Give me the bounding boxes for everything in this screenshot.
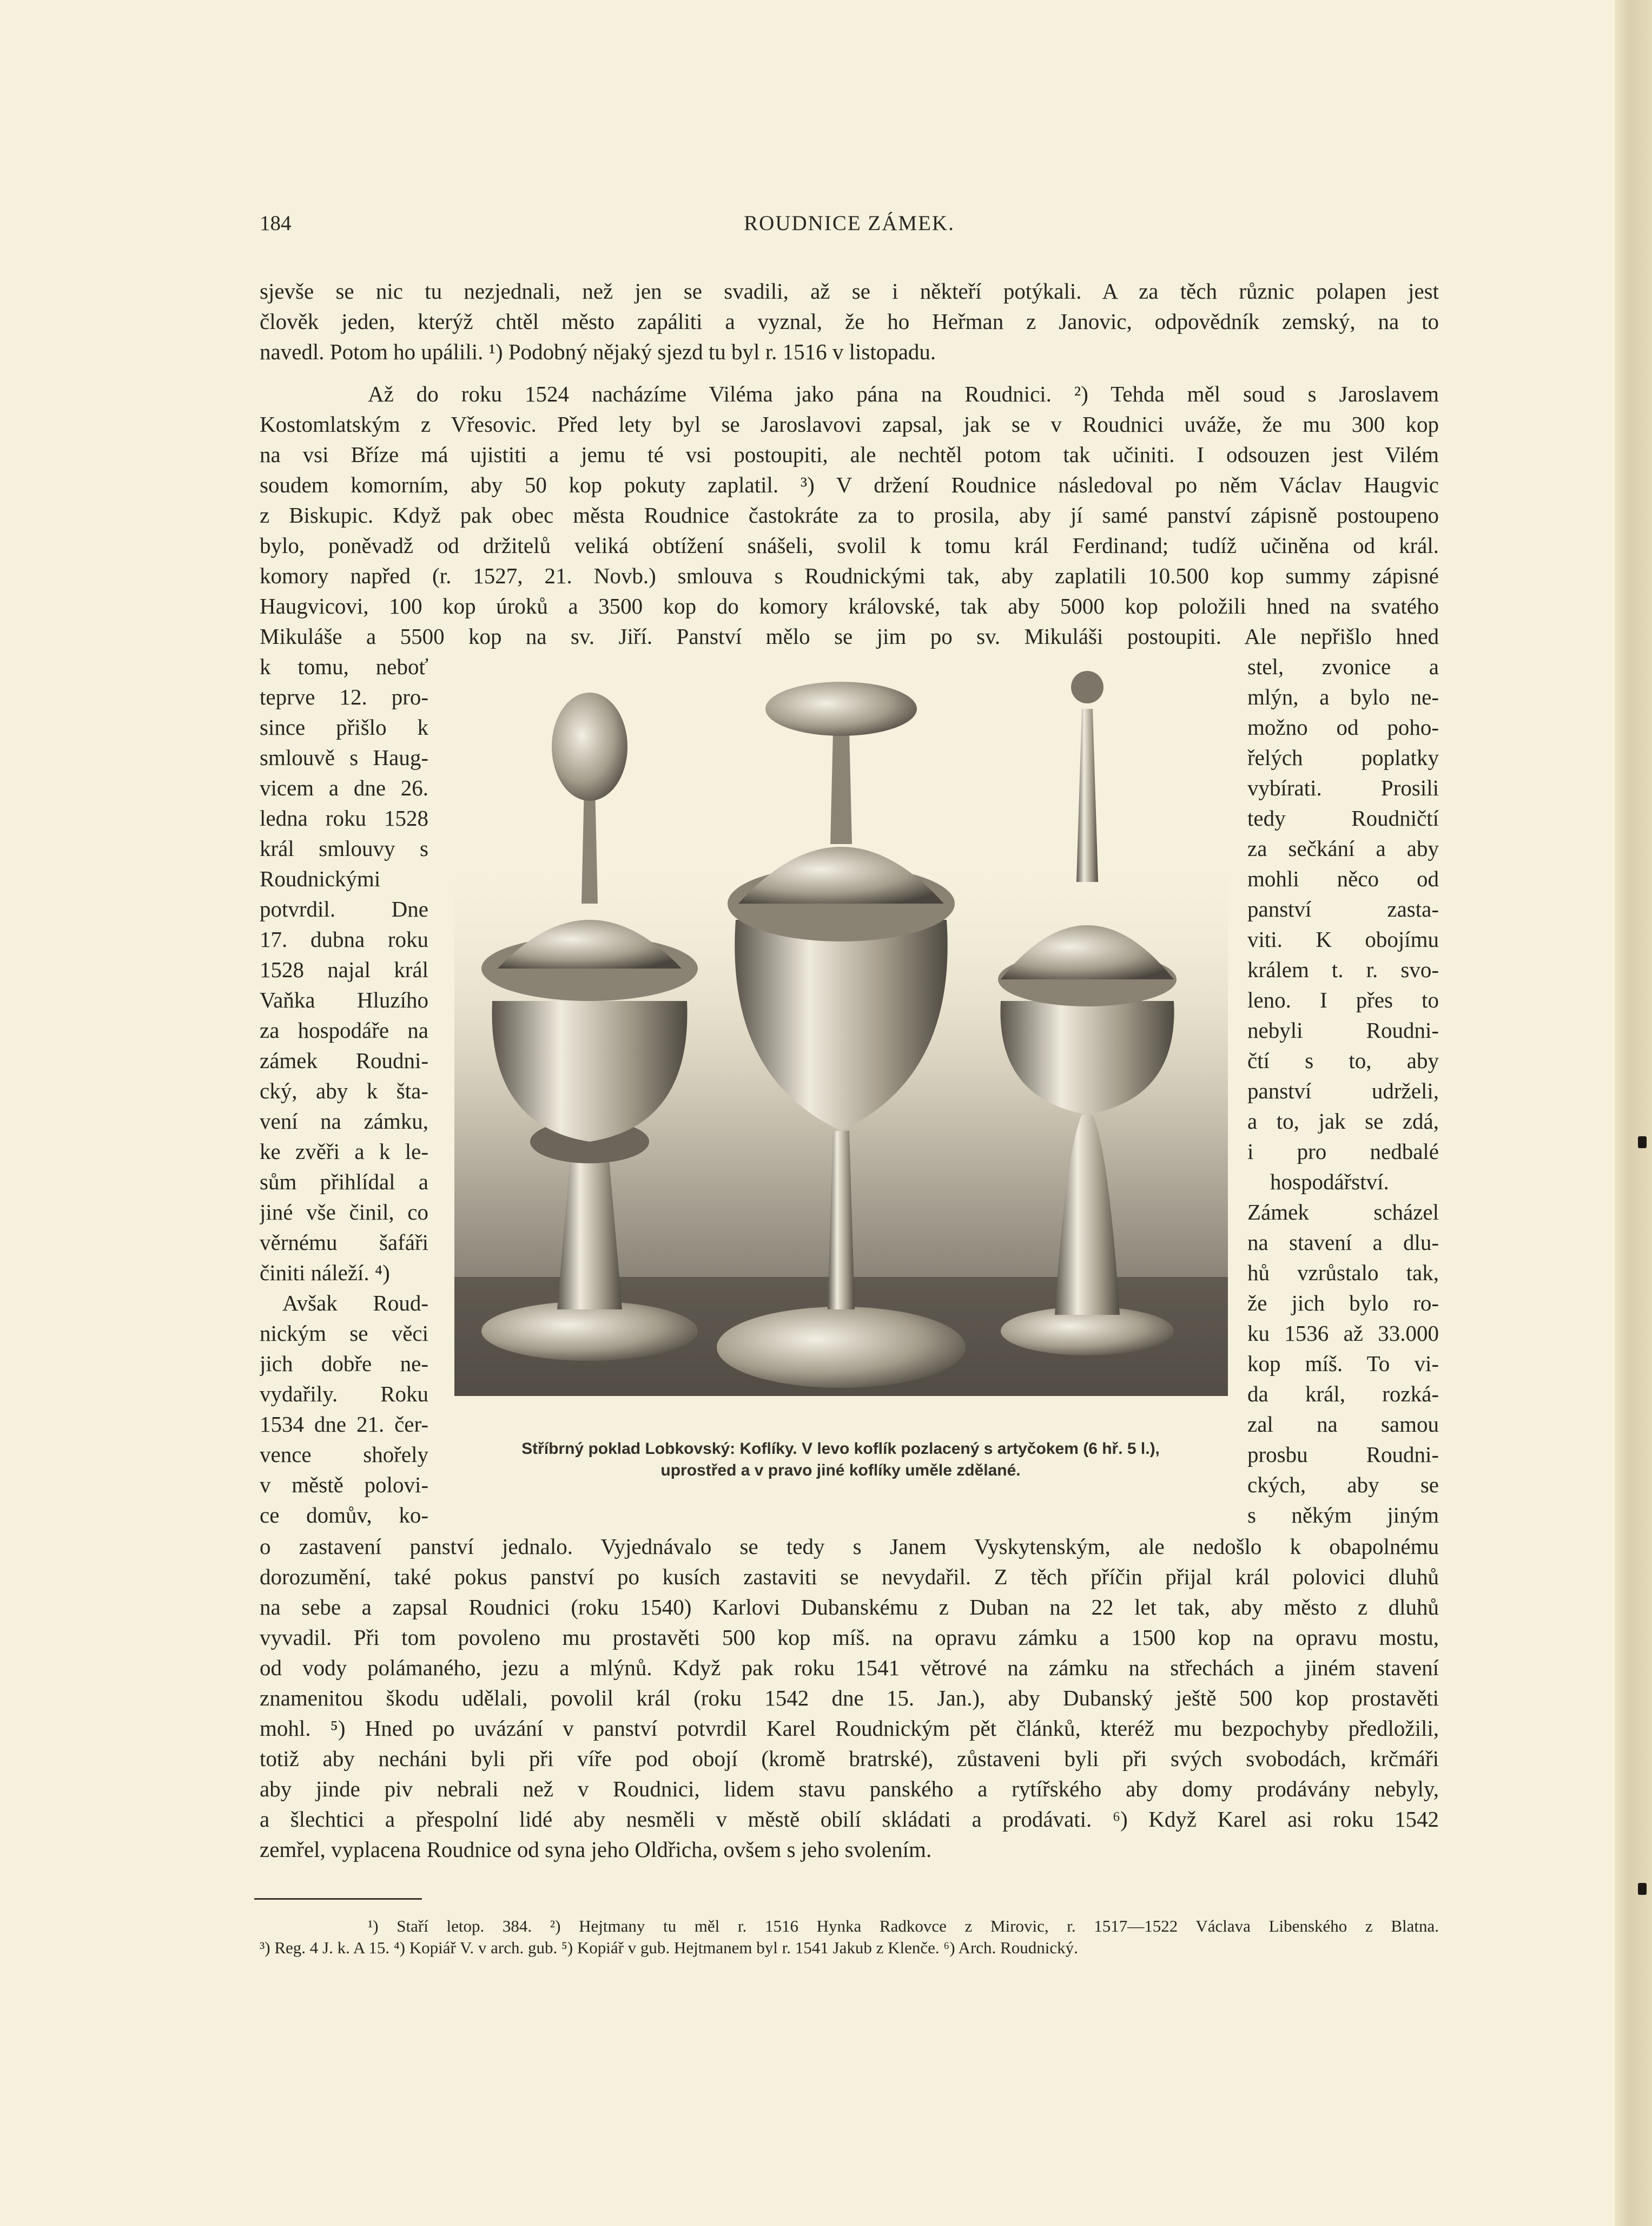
text-line: zemřel, vyplacena Roudnice od syna jeho Oldřicha, ovšem s jeho svolením. bbox=[260, 1837, 932, 1862]
text-line: since přišlo k bbox=[260, 715, 428, 740]
text-line: vicem a dne 26. bbox=[260, 775, 428, 800]
text-line: vydařily. Roku bbox=[260, 1381, 428, 1406]
text-line: král smlouvy s bbox=[260, 836, 428, 861]
text-line: Zámek scházel bbox=[1247, 1200, 1439, 1224]
text-line: da král, rozká- bbox=[1247, 1381, 1439, 1406]
silver-cups-engraving bbox=[454, 666, 1228, 1418]
text-line: mlýn, a bylo ne- bbox=[1247, 684, 1439, 709]
text-line: v městě polovi- bbox=[260, 1472, 428, 1497]
text-line: ce domův, ko- bbox=[260, 1503, 428, 1527]
text-line: vyvadil. Při tom povoleno mu prostavěti 500 kop míš. na opravu zámku a 1500 kop na opravu mostu, bbox=[260, 1625, 1439, 1650]
text-line: vybírati. Prosili bbox=[1247, 775, 1439, 800]
text-line: na sebe a zapsal Roudnici (roku 1540) Karlovi Dubanskému z Duban na 22 let tak, aby město z dluhů bbox=[260, 1595, 1439, 1619]
text-line: soudem komorním, aby 50 kop pokuty zaplatil. ³) V držení Roudnice následoval po něm Václav Haugvic bbox=[260, 472, 1439, 497]
page-number: 184 bbox=[260, 212, 292, 235]
text-line: znamenitou škodu udělali, povolil král (roku 1542 dne 15. Jan.), aby Dubanský ještě 500 kop prostavěti bbox=[260, 1685, 1439, 1710]
binding-mark-bottom bbox=[1638, 1883, 1647, 1895]
text-line: komory napřed (r. 1527, 21. Novb.) smlouva s Roudnickými tak, aby zaplatili 10.500 kop summy zápisné bbox=[260, 563, 1439, 588]
text-line: k tomu, neboť bbox=[260, 654, 428, 679]
text-line: s někým jiným bbox=[1247, 1503, 1439, 1527]
text-line: že jich bylo ro- bbox=[1247, 1290, 1439, 1315]
text-line: o zastavení panství jednalo. Vyjednávalo se tedy s Janem Vyskytenským, ale nedošlo k obapolnému bbox=[260, 1534, 1439, 1559]
text-line: mohli něco od bbox=[1247, 866, 1439, 891]
footnote-divider bbox=[254, 1898, 422, 1900]
text-line: možno od poho- bbox=[1247, 715, 1439, 740]
text-line: sům přihlídal a bbox=[260, 1169, 428, 1194]
text-line: nickým se věci bbox=[260, 1321, 428, 1346]
text-line: vení na zámku, bbox=[260, 1109, 428, 1134]
text-line: jiné vše činil, co bbox=[260, 1200, 428, 1224]
text-line: sjevše se nic tu nezjednali, než jen se svadili, až se i někteří potýkali. A za těch různic polapen jest bbox=[260, 279, 1439, 304]
text-line: řelých poplatky bbox=[1247, 745, 1439, 770]
text-line: aby jinde piv nebrali než v Roudnici, lidem stavu panského a rytířského aby domy prodávány nebyly, bbox=[260, 1776, 1439, 1801]
text-line: tedy Roudničtí bbox=[1247, 806, 1439, 831]
text-line: prosbu Roudni- bbox=[1247, 1442, 1439, 1467]
text-line: bylo, poněvadž od držitelů veliká obtížení snášeli, svolil k tomu král Ferdinand; tudíž učiněna od král. bbox=[260, 533, 1439, 558]
text-line: Až do roku 1524 nacházíme Viléma jako pána na Roudnici. ²) Tehda měl soud s Jaroslavem bbox=[368, 381, 1439, 406]
footnote-line: ¹) Staří letop. 384. ²) Hejtmany tu měl r. 1516 Hynka Radkovce z Mirovic, r. 1517—1522 Václava Libenského z Blatna. bbox=[368, 1917, 1439, 1935]
text-line: ckých, aby se bbox=[1247, 1472, 1439, 1497]
text-line: panství udrželi, bbox=[1247, 1078, 1439, 1103]
text-line: smlouvě s Haug- bbox=[260, 745, 428, 770]
closing-paragraph bbox=[260, 1531, 1439, 1865]
text-line: hů vzrůstalo tak, bbox=[1247, 1260, 1439, 1285]
text-line: Haugvicovi, 100 kop úroků a 3500 kop do komory královské, tak aby 5000 kop položili hned na svatého bbox=[260, 594, 1439, 618]
text-line: potvrdil. Dne bbox=[260, 897, 428, 921]
text-line: totiž aby necháni byli při víře pod obojí (kromě bratrské), zůstaveni byli při svých svobodách, krčmáři bbox=[260, 1746, 1439, 1771]
text-line: ku 1536 až 33.000 bbox=[1247, 1321, 1439, 1346]
text-line: za sečkání a aby bbox=[1247, 836, 1439, 861]
text-line: 1534 dne 21. čer- bbox=[260, 1412, 428, 1437]
text-line: zal na samou bbox=[1247, 1412, 1439, 1437]
text-line: králem t. r. svo- bbox=[1247, 957, 1439, 982]
text-line: ke zvěři a k le- bbox=[260, 1139, 428, 1164]
page-header bbox=[260, 211, 1439, 243]
intro-paragraph bbox=[260, 276, 1439, 367]
footnotes bbox=[260, 1915, 1439, 1959]
text-line: hospodářství. bbox=[1270, 1169, 1389, 1194]
text-line: z Biskupic. Když pak obec města Roudnice častokráte za to prosila, aby jí samé panství zápisně postoupeno bbox=[260, 503, 1439, 528]
text-line: i pro nedbalé bbox=[1247, 1139, 1439, 1164]
text-line: zámek Roudni- bbox=[260, 1048, 428, 1073]
text-line: na stavení a dlu- bbox=[1247, 1230, 1439, 1255]
binding-mark-top bbox=[1638, 1136, 1647, 1148]
text-line: 17. dubna roku bbox=[260, 927, 428, 952]
text-line: věrnému šafáři bbox=[260, 1230, 428, 1255]
figure-caption bbox=[445, 1438, 1237, 1481]
text-line: od vody polámaného, jezu a mlýnů. Když pak roku 1541 větrové na zámku na střechách a jiném stavení bbox=[260, 1655, 1439, 1680]
text-line: ledna roku 1528 bbox=[260, 806, 428, 831]
text-line: navedl. Potom ho upálili. ¹) Podobný nějaký sjezd tu byl r. 1516 v listopadu. bbox=[260, 339, 936, 364]
text-line: dorozumění, také pokus panství po kusích zastaviti se nevydařil. Z těch příčin přijal král polovici dluhů bbox=[260, 1564, 1439, 1589]
figure-silver-cups bbox=[454, 666, 1228, 1418]
text-line: cký, aby k šta- bbox=[260, 1078, 428, 1103]
text-line: kop míš. To vi- bbox=[1247, 1351, 1439, 1376]
text-line: Kostomlatským z Vřesovic. Před lety byl se Jaroslavovi zapsal, jak se v Roudnici uváže, že mu 300 kop bbox=[260, 412, 1439, 437]
text-line: za hospodáře na bbox=[260, 1018, 428, 1043]
text-line: na vsi Bříze má ujistiti a jemu té vsi postoupiti, ale nechtěl potom tak učiniti. I odsouzen jest Vilém bbox=[260, 442, 1439, 467]
text-line: teprve 12. pro- bbox=[260, 684, 428, 709]
text-line: 1528 najal král bbox=[260, 957, 428, 982]
text-line: činiti náleží. ⁴) bbox=[260, 1260, 390, 1285]
text-line: viti. K obojímu bbox=[1247, 927, 1439, 952]
text-line: nebyli Roudni- bbox=[1247, 1018, 1439, 1043]
text-line: člověk jeden, kterýž chtěl město zapáliti a vyznal, že ho Heřman z Janovic, odpovědník zemský, na to bbox=[260, 309, 1439, 334]
text-line: čtí s to, aby bbox=[1247, 1048, 1439, 1073]
text-line: a to, jak se zdá, bbox=[1247, 1109, 1439, 1134]
text-line: leno. I přes to bbox=[1247, 987, 1439, 1012]
running-title: ROUDNICE ZÁMEK. bbox=[744, 212, 955, 235]
text-line: a šlechtici a přespolní lidé aby nesměli v městě obilí skládati a prodávati. ⁶) Když Karel asi roku 1542 bbox=[260, 1807, 1439, 1832]
text-line: stel, zvonice a bbox=[1247, 654, 1439, 679]
paragraph-2 bbox=[260, 379, 1439, 651]
text-line: jich dobře ne- bbox=[260, 1351, 428, 1376]
text-line: vence shořely bbox=[260, 1442, 428, 1467]
text-line: Mikuláše a 5500 kop na sv. Jiří. Panství mělo se jim po sv. Mikuláši postoupiti. Ale nepřišlo hned bbox=[260, 624, 1439, 649]
footnote-line: ³) Reg. 4 J. k. A 15. ⁴) Kopiář V. v arch. gub. ⁵) Kopiář v gub. Hejtmanem byl r. 1541 Jakub z Klenče. ⁶) Arch. Roudnický. bbox=[260, 1938, 1078, 1957]
caption-line: Stříbrný poklad Lobkovský: Koflíky. V levo koflík pozlacený s artyčokem (6 hř. 5 l.), bbox=[521, 1440, 1160, 1458]
caption-line: uprostřed a v pravo jiné koflíky uměle zdělané. bbox=[660, 1461, 1021, 1479]
left-column bbox=[260, 651, 428, 1530]
text-line: Roudnickými bbox=[260, 866, 381, 891]
text-line: Vaňka Hluzího bbox=[260, 987, 428, 1012]
text-line: Avšak Roud- bbox=[282, 1290, 428, 1315]
text-line: mohl. ⁵) Hned po uvázání v panství potvrdil Karel Roudnickým pět článků, kteréž mu bezpochyby předložili, bbox=[260, 1716, 1439, 1741]
text-line: panství zasta- bbox=[1247, 897, 1439, 921]
right-column bbox=[1247, 651, 1439, 1530]
